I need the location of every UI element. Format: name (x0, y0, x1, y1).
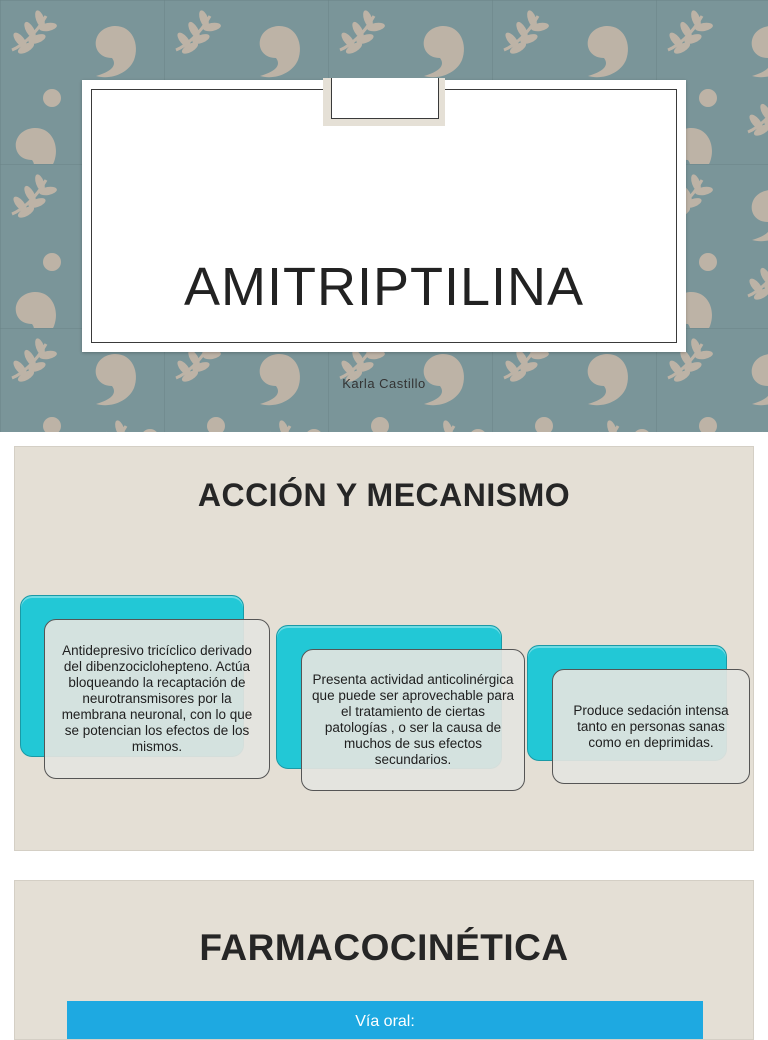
title-card (82, 80, 686, 391)
via-oral-label: Vía oral: (355, 1013, 415, 1030)
farmacocinetica-heading: FARMACOCINÉTICA (199, 927, 569, 968)
mechanism-box-2 (301, 649, 525, 791)
presentation-title: AMITRIPTILINA (183, 257, 585, 317)
via-oral-bar (67, 1001, 703, 1040)
presentation-author: Karla Castillo (342, 376, 426, 391)
title-slide (0, 0, 768, 432)
mechanism-text-3: Produce sedación intensa tanto en personas sanas como en deprimidas. (573, 702, 729, 750)
mechanism-box-1 (44, 619, 270, 779)
accion-heading: ACCIÓN Y MECANISMO (197, 477, 571, 513)
accion-slide (14, 446, 754, 851)
title-card-tab-inner (331, 78, 439, 119)
mechanism-text-1: Antidepresivo tricíclico derivado del dibenzociclohepteno. Actúa bloqueando la recaptación de neurotransmisores por la membrana neuronal, con lo que se potencian los efectos de los mismos. (61, 643, 253, 754)
mechanism-text-2: Presenta actividad anticolinérgica que puede ser aprovechable para el tratamiento de ciertas patologías , o ser la causa de muchos de sus efectos secundarios. (312, 672, 514, 767)
farmacocinetica-slide (14, 880, 754, 1040)
mechanism-box-3 (552, 669, 750, 784)
